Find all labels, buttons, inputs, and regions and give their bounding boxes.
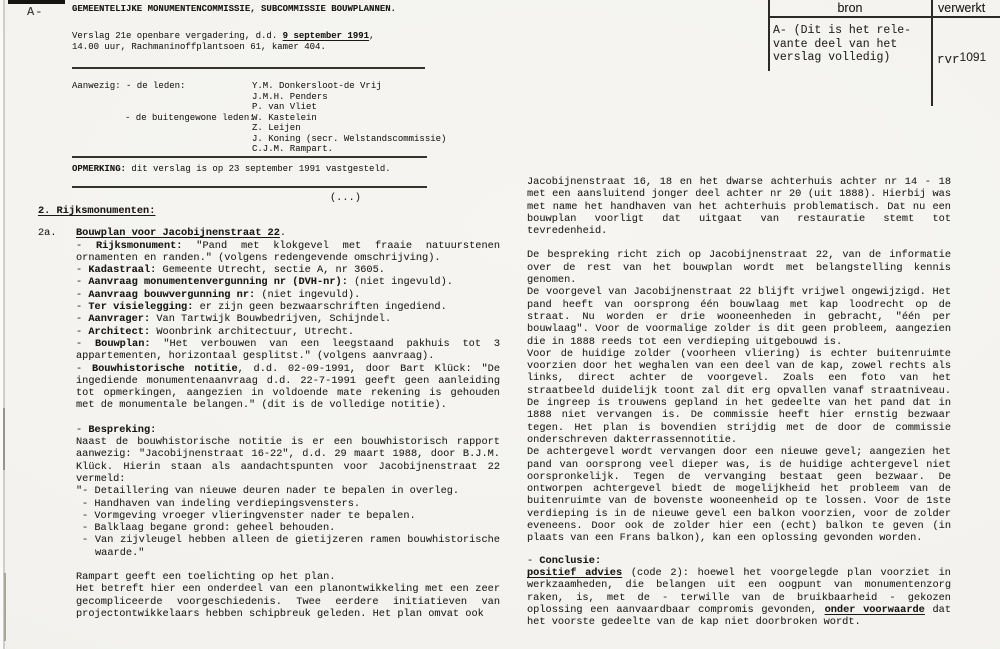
- list-item: [76, 485, 500, 497]
- scan-edge-line: [3, 0, 5, 649]
- paragraph: [76, 583, 500, 620]
- meeting-line-2: 14.00 uur, Rachmaninoffplantsoen 61, kamer 404.: [72, 42, 326, 52]
- attendee-name: J.M.H. Penders: [252, 91, 328, 102]
- stamp-table-header-rule: [768, 16, 1000, 18]
- bold-label: Bespreking:: [88, 423, 157, 436]
- conclusie-heading: [527, 555, 951, 567]
- text-run: -: [76, 423, 89, 436]
- text-run: er zijn geen bezwaarschriften ingediend.: [193, 301, 447, 314]
- emphasized-text: 9 september 1991: [282, 31, 370, 41]
- bold-label: OPMERKING:: [72, 164, 127, 174]
- text-run: (code 2): hoewel het voorgelegde plan voorziet in werkzaamheden, die belangen uit een oogpunt van monumentenzorg raken, is, met de - terwille van de bruikbaarheid - gekozen oplossing een aanvaardbaar compromis gevonden,: [527, 566, 951, 616]
- remark-line: [72, 164, 391, 175]
- attendee-row: [72, 123, 446, 134]
- text-run: -: [76, 288, 89, 301]
- section-heading: [38, 205, 500, 217]
- field-kadastraal: [76, 264, 500, 276]
- stamp-header-bron: bron: [837, 1, 863, 15]
- paragraph: [527, 348, 951, 446]
- paragraph: [527, 567, 951, 628]
- text-run: Van Tartwijk Bouwbedrijven, Schijndel.: [150, 313, 392, 326]
- paragraph: [527, 176, 951, 237]
- list-item: [76, 522, 500, 534]
- bold-label: Bouwplan:: [94, 337, 151, 350]
- attendee-name: P. van Vliet: [252, 102, 317, 112]
- field-architect: [76, 326, 500, 338]
- divider-rule: [72, 67, 425, 69]
- omission-mark: (...): [330, 192, 361, 204]
- bold-label: Aanvraag monumentenvergunning nr (DVH-nr):: [88, 276, 348, 289]
- text-run: -: [76, 325, 89, 338]
- attendee-name: Y.M. Donkersloot-de Vrij: [252, 81, 382, 91]
- field-rijksmonument: [76, 240, 500, 265]
- bold-label: Architect:: [88, 325, 151, 338]
- text-run: -: [76, 362, 92, 375]
- attendee-name: Z. Leijen: [252, 123, 301, 133]
- document-title: GEMEENTELIJKE MONUMENTENCOMMISSIE, SUBCOMMISSIE BOUWPLANNEN.: [72, 4, 397, 14]
- emphasized-text: 2. Rijksmonumenten:: [38, 205, 156, 217]
- item-heading: [38, 227, 500, 240]
- paragraph: [76, 436, 500, 485]
- text-run: "- Detaillering van nieuwe deuren nader te bepalen in overleg.: [76, 485, 460, 498]
- bold-label: Bouwhistorische notitie: [91, 362, 238, 375]
- text-run: -: [76, 313, 89, 326]
- attendee-row: [72, 113, 446, 124]
- corner-annotation: A-: [27, 5, 44, 19]
- text-run: , d.d. 02-09-1991, door Bart Klück: "De ingediende monumentenaanvraag d.d. 22-7-1991 geeft geen aanleiding tot opmerkingen, aangezien in voldoende mate rekening is gehouden met de monumentale belangen." (dit is de volledige notitie).: [76, 362, 500, 412]
- stamp-code-number: 1091: [959, 50, 987, 64]
- bold-label: Rijksmonument:: [95, 239, 183, 252]
- text-run: De bespreking richt zich op Jacobijnenstraat 22, van de informatie over de rest van het bouwplan wordt met belangstelling kennis genomen.: [527, 249, 951, 287]
- field-monumentenvergunning: [76, 276, 500, 288]
- text-run: -: [76, 264, 89, 277]
- field-tervisielegging: [76, 301, 500, 313]
- attendee-label: - de buitengewone leden:: [125, 112, 255, 123]
- scan-edge-mark: [4, 573, 6, 641]
- left-column: [38, 205, 500, 620]
- stamp-code: [937, 52, 986, 67]
- divider-rule: [72, 186, 427, 188]
- field-aanvrager: [76, 313, 500, 325]
- text-run: De achtergevel wordt vervangen door een nieuwe gevel; aangezien het pand van oorsprong veel dieper was, is de huidige achtergevel niet oorspronkelijk. Tegen de vervanging bestaat geen bezwaar. De ontworpen achtergevel biedt de mogelijkheid het probleem van de buitenruimte van de bovenste wooneenheid op te lossen. Voor de 1ste verdieping is in de nieuwe gevel een balkon voorzien, voor de zolder eveneens. Door ook de zolder hier een (echt) balkon te geven (in plaats van een Frans balkon), kan een oplossing gevonden worden.: [527, 446, 951, 545]
- text-run: dit verslag is op 23 september 1991 vastgesteld.: [126, 164, 391, 174]
- attendee-row: [72, 102, 446, 113]
- text-run: Voor de huidige zolder (voorheen vliering) is echter buitenruimte voorzien door het weghalen van een deel van de kap, zowel rechts als links, direct achter de voorgevel. Zoals een foto van het straatbeeld duidelijk toont zal dit erg opvallen vanaf straatniveau. De ingreep is trouwens gepland in het gedeelte van het pand dat in 1888 niet vervangen is. De commissie heeft hier ernstig bezwaar tegen. Het plan is bovendien strijdig met de door de commissie onderschreven dakterrassennotitie.: [527, 347, 951, 446]
- attendee-label: Aanwezig: - de leden:: [72, 81, 186, 91]
- text-run: Gemeente Utrecht, sectie A, nr 3605.: [156, 264, 385, 277]
- attendee-row: [72, 144, 446, 155]
- attendee-name: W. Kastelein: [252, 112, 317, 123]
- text-run: Het betreft hier een onderdeel van een planontwikkeling met een zeer gecompliceerde voorgeschiedenis. Twee eerdere initiatieven van projectontwikkelaars hebben schipbreuk geleden. Het plan omvat ook: [76, 583, 500, 620]
- bespreking-heading: [76, 424, 500, 436]
- text-run: Rampart geeft een toelichting op het plan.: [76, 571, 336, 584]
- attendee-row: [72, 81, 446, 92]
- stamp-note-line: verslag volledig): [773, 51, 891, 64]
- attendee-name: J. Koning (secr. Welstandscommissie): [252, 133, 447, 144]
- bold-label: Kadastraal:: [88, 264, 157, 277]
- text-run: Woonbrink architectuur, Utrecht.: [150, 325, 355, 338]
- stamp-note: [773, 24, 911, 65]
- text-run: -: [527, 554, 540, 567]
- redaction-bar: [8, 0, 65, 4]
- attendee-name: C.J.M. Rampart.: [252, 144, 334, 154]
- right-column: [527, 176, 951, 628]
- text-run: - Balklaag begane grond: geheel behouden.: [82, 522, 336, 535]
- stamp-note-line: A- (Dit is het rele-: [773, 24, 912, 37]
- text-run: (niet ingevuld).: [347, 276, 453, 289]
- attendee-row: [72, 134, 446, 145]
- bold-label: Aanvrager:: [88, 313, 151, 326]
- paragraph: [76, 571, 500, 583]
- item-number: 2a.: [38, 227, 57, 240]
- text-run: De voorgevel van Jacobijnenstraat 22 blijft vrijwel ongewijzigd. Het pand heeft van oorsprong één bouwlaag met kap loodrecht op de straat. Nu worden er drie wooneenheden in gebracht, "één per bouwlaag". Voor de voormalige zolder is dit geen probleem, aangezien die in 1888 reeds tot een verdieping uitgebouwd is.: [527, 286, 951, 348]
- text-run: -: [76, 239, 96, 252]
- list-item: [76, 498, 500, 510]
- text-run: Naast de bouwhistorische notitie is er een bouwhistorisch rapport aanwezig: "Jacobijnenstraat 16-22", d.d. 29 maart 1988, door B.J.M. Klück. Hierin staan als aandachtspunten voor Jacobijnenstraat 22 vermeld:: [76, 436, 500, 485]
- field-bouwhistorische-notitie: [76, 363, 500, 412]
- text-run: (niet ingevuld).: [255, 288, 361, 301]
- text-run: ,: [369, 31, 375, 41]
- text-run: "Pand met klokgevel met fraaie natuurstenen ornamenten en randen." (volgens redengevende omschrijving).: [76, 239, 500, 264]
- text-run: -: [76, 276, 89, 289]
- text-run: Jacobijnenstraat 16, 18 en het dwarse achterhuis achter nr 14 - 18 met een aansluitend jonger deel achter nr 20 (uit 1888). Hierbij was met name het handhaven van het achterhuis problematisch. Dat nu een bouwplan voorligt dat uitgaat van restauratie stemt tot tevredenheid.: [527, 176, 951, 238]
- text-run: -: [76, 301, 89, 314]
- bold-label: Conclusie:: [539, 554, 602, 567]
- text-run: -: [76, 337, 95, 350]
- text-run: - Van zijvleugel hebben alleen de gietijzeren ramen bouwhistorische waarde.": [82, 534, 500, 559]
- field-bouwplan: [76, 338, 500, 363]
- meeting-line: [72, 31, 374, 42]
- bold-label: Aanvraag bouwvergunning nr:: [88, 288, 256, 301]
- paragraph: [527, 446, 951, 544]
- text-run: .: [279, 227, 287, 240]
- stamp-code-prefix: rvr: [937, 53, 960, 67]
- emphasized-text: onder voorwaarde: [824, 603, 925, 616]
- emphasized-text: Bouwplan voor Jacobijnenstraat 22: [76, 227, 280, 240]
- list-item: [76, 510, 500, 522]
- list-item: [76, 534, 500, 559]
- stamp-header-verwerkt: verwerkt: [938, 1, 986, 15]
- emphasized-text: positief advies: [527, 566, 623, 579]
- scan-edge-mark: [3, 408, 5, 470]
- field-bouwvergunning: [76, 289, 500, 301]
- divider-rule: [72, 156, 427, 158]
- text-run: Verslag 21e openbare vergadering, d.d.: [72, 31, 283, 41]
- text-run: - Vormgeving vroeger vlieringvenster nader te bepalen.: [82, 509, 416, 522]
- text-run: "Het verbouwen van een leegstaand pakhuis tot 3 appartementen, horizontaal gesplitst." (volgens aanvraag).: [76, 337, 500, 363]
- attendees-block: [72, 81, 446, 155]
- stamp-note-line: vante deel van het: [773, 37, 898, 51]
- paragraph: [527, 249, 951, 286]
- paragraph: [527, 286, 951, 347]
- text-run: - Handhaven van indeling verdiepingsvensters.: [82, 497, 361, 510]
- text-run: dat het voorste gedeelte van de kap niet doorbroken wordt.: [527, 603, 952, 629]
- bold-label: Ter visielegging:: [88, 301, 194, 314]
- attendee-row: [72, 92, 446, 103]
